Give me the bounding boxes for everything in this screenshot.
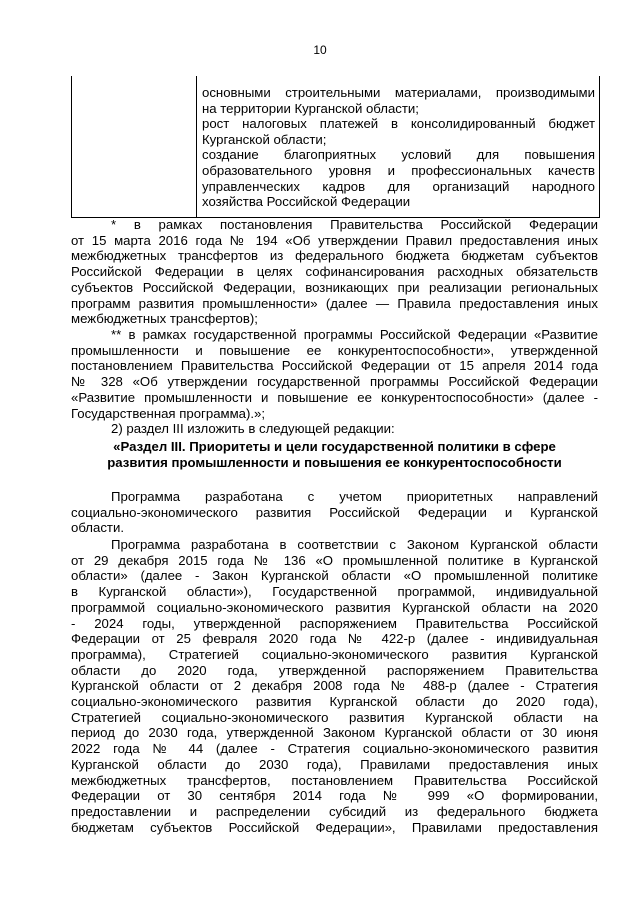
text-line: * в рамках постановления Правительства Российской Федерации — [111, 217, 598, 232]
footnote-2 — [71, 327, 598, 421]
table-line: образовательного уровня и профессиональных качеств — [202, 162, 595, 178]
text-line: социально-экономического развития Российской Федерации и Курганской — [71, 504, 598, 520]
table-cell-text — [202, 85, 595, 210]
text-line: программ развития промышленности» (далее — Правила предоставления иных — [71, 295, 598, 311]
text-line: Курганской области до 2030 года), Правилами предоставления иных — [71, 756, 598, 772]
footnote-1 — [71, 217, 598, 327]
text-line: субъектов Российской Федерации, возникающих при реализации региональных — [71, 279, 598, 295]
amendment-item-2 — [71, 421, 598, 437]
table-line: Курганской области; — [202, 131, 327, 147]
text-line: «Развитие промышленности и повышение ее конкурентоспособности» (далее - — [71, 389, 598, 405]
text-line: Федерации от 25 февраля 2020 года № 422-р (далее - индивидуальная — [71, 631, 598, 647]
text-line: промышленности и повышение ее конкурентоспособности», утвержденной — [71, 342, 598, 358]
text-line: области до 2020 года, утвержденной распоряжением Правительства — [71, 662, 598, 678]
text-line: Курганской области от 2 декабря 2008 года № 488-р (далее - Стратегия — [71, 678, 598, 694]
text-line: 2022 года № 44 (далее - Стратегия социально-экономического развития — [71, 741, 598, 757]
text-line: - 2024 годы, утвержденной распоряжением Правительства Российской — [71, 615, 598, 631]
heading-line: развития промышленности и повышения ее конкурентоспособности — [107, 455, 562, 470]
text-line: 2) раздел III изложить в следующей редакции: — [111, 421, 395, 436]
text-line: Российской Федерации в целях софинансирования расходных обязательств — [71, 264, 598, 280]
table-column-divider — [196, 76, 197, 217]
text-line: социально-экономического развития Курганской области до 2020 года), — [71, 694, 598, 710]
text-line: Программа разработана с учетом приоритетных направлений — [111, 489, 598, 504]
text-line: Государственная программа).»; — [71, 405, 266, 421]
text-line: области. — [71, 520, 124, 536]
table-line: создание благоприятных условий для повышения — [202, 147, 595, 163]
text-line: межбюджетных трансфертов, постановлением Правительства Российской — [71, 772, 598, 788]
table-line: рост налоговых платежей в консолидированный бюджет — [202, 116, 595, 132]
text-line: области» (далее - Закон Курганской области «О промышленной политике — [71, 568, 598, 584]
text-line: предоставлении и распределении субсидий из федерального бюджета — [71, 803, 598, 819]
text-line: программа), Стратегией социально-экономического развития Курганской — [71, 646, 598, 662]
text-line: межбюджетных трансфертов); — [71, 311, 258, 327]
table-line: хозяйства Российской Федерации — [202, 194, 411, 210]
text-line: постановлением Правительства Российской Федерации от 15 апреля 2014 года — [71, 358, 598, 374]
text-line: Программа разработана в соответствии с Законом Курганской области — [111, 537, 598, 552]
table-line: управленческих кадров для организаций народного — [202, 178, 595, 194]
table-line: на территории Курганской области; — [202, 100, 419, 116]
text-line: межбюджетных трансфертов из федерального бюджета бюджетам субъектов — [71, 248, 598, 264]
text-line: программой социально-экономического развития Курганской области на 2020 — [71, 599, 598, 615]
text-line: в Курганской области»), Государственной программой, индивидуальной — [71, 584, 598, 600]
section-heading — [71, 439, 598, 471]
paragraph-2 — [71, 537, 598, 835]
text-line: от 15 марта 2016 года № 194 «Об утверждении Правил предоставления иных — [71, 232, 598, 248]
text-line: период до 2030 года, утвержденной Законом Курганской области от 30 июня — [71, 725, 598, 741]
paragraph-1 — [71, 489, 598, 536]
table-continuation — [71, 76, 600, 218]
text-line: Стратегией социально-экономического развития Курганской области на — [71, 709, 598, 725]
text-line: от 29 декабря 2015 года № 136 «О промышленной политике в Курганской — [71, 552, 598, 568]
text-line: № 328 «Об утверждении государственной программы Российской Федерации — [71, 374, 598, 390]
heading-line: «Раздел III. Приоритеты и цели государственной политики в сфере — [113, 439, 556, 454]
text-line: бюджетам субъектов Российской Федерации», Правилами предоставления — [71, 819, 598, 835]
page-number: 10 — [313, 43, 327, 57]
text-line: ** в рамках государственной программы Российской Федерации «Развитие — [111, 327, 598, 342]
text-line: Федерации от 30 сентября 2014 года № 999 «О формировании, — [71, 788, 598, 804]
table-line: основными строительными материалами, производимыми — [202, 85, 595, 100]
